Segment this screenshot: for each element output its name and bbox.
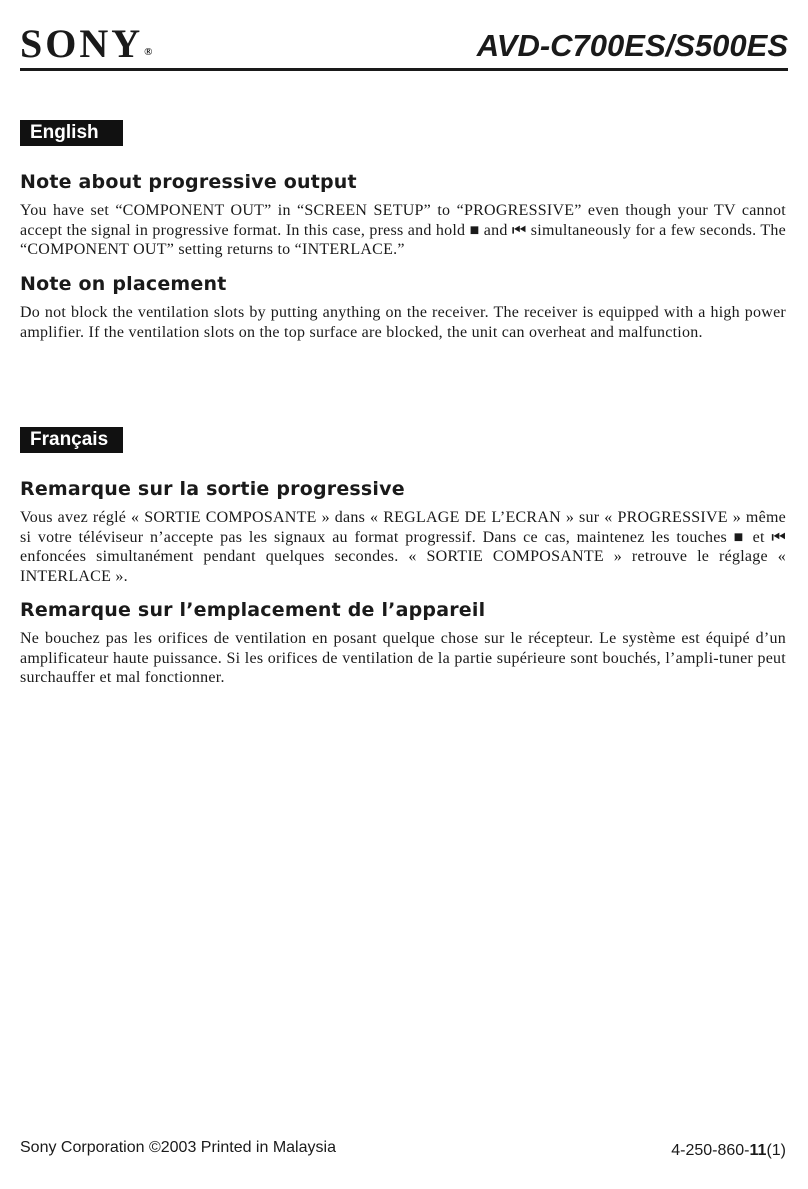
english-placement-note [20, 272, 786, 342]
section-body: Do not block the ventilation slots by putting anything on the receiver. The receiver is equipped with a high power amplifier. If the ventilation slots on the top surface are blocked, the unit can overheat and malfunction. [20, 304, 786, 341]
francais-section [20, 427, 786, 453]
francais-language-tag: Français [20, 427, 123, 453]
francais-placement-note [20, 598, 786, 688]
section-heading: Note on placement [20, 273, 227, 295]
section-heading: Remarque sur la sortie progressive [20, 478, 405, 500]
francais-progressive-note [20, 477, 786, 586]
header-rule [20, 68, 788, 71]
english-language-tag: English [20, 120, 123, 146]
part-number-prefix: 4-250-860- [671, 1142, 750, 1159]
registered-mark: ® [144, 46, 153, 58]
section-body: You have set “COMPONENT OUT” in “SCREEN SETUP” to “PROGRESSIVE” even though your TV cannot accept the signal in progressive format. In this case, press and hold ■ and ⏮ simultaneously for a few seconds. The “COMPONENT OUT” setting returns to “INTERLACE.” [20, 202, 786, 258]
footer-part-number [671, 1142, 786, 1160]
part-number-bold: 11 [749, 1142, 767, 1159]
section-body: Ne bouchez pas les orifices de ventilation en posant quelque chose sur le récepteur. Le système est équipé d’un amplificateur haute puissance. Si les orifices de ventilation de la partie supérieure sont bouchés, l’ampli-tuner peut surchauffer et mal fonctionner. [20, 630, 786, 686]
section-heading: Note about progressive output [20, 171, 357, 193]
footer-copyright: Sony Corporation ©2003 Printed in Malaysia [20, 1139, 336, 1156]
model-number: AVD-C700ES/S500ES [476, 28, 788, 63]
part-number-suffix: (1) [766, 1142, 786, 1159]
sony-logo [20, 21, 153, 66]
english-progressive-note [20, 170, 786, 260]
section-heading: Remarque sur l’emplacement de l’appareil [20, 599, 486, 621]
english-section [20, 120, 786, 146]
brand-name: SONY [20, 21, 144, 66]
section-body: Vous avez réglé « SORTIE COMPOSANTE » dans « REGLAGE DE L’ECRAN » sur « PROGRESSIVE » même si votre téléviseur n’accepte pas les signaux au format progressif. Dans ce cas, maintenez les touches ■ et ⏮ enfoncées simultanément pendant quelques secondes. « SORTIE COMPOSANTE » retrouve le réglage « INTERLACE ». [20, 509, 786, 585]
